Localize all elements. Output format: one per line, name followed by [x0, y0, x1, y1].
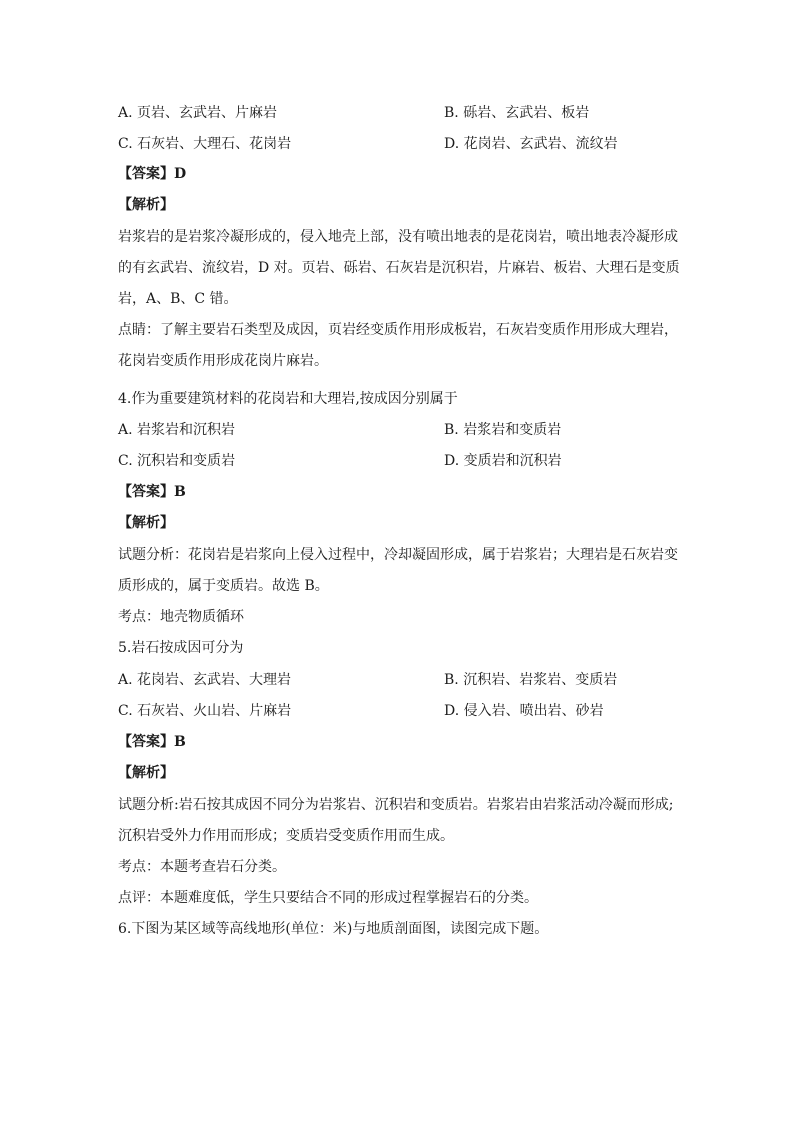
- q4-option-d: D. 变质岩和沉积岩: [444, 453, 562, 469]
- q3-option-b: B. 砾岩、玄武岩、板岩: [444, 105, 590, 121]
- q3-analysis-text: [118, 227, 678, 320]
- q3-option-c: C. 石灰岩、大理石、花岗岩: [118, 136, 292, 152]
- q3-note: [118, 320, 678, 382]
- q4-analysis-text: [118, 545, 678, 607]
- q4-option-c: C. 沉积岩和变质岩: [118, 453, 236, 469]
- q4-analysis-line: 质形成的，属于变质岩。故选 B。: [118, 578, 329, 594]
- q5-option-d: D. 侵入岩、喷出岩、砂岩: [444, 703, 604, 719]
- q4-analysis-label: 【解析】: [118, 515, 174, 531]
- q4-stem: 4.作为重要建筑材料的花岗岩和大理岩,按成因分别属于: [118, 391, 458, 407]
- q3-analysis-label: 【解析】: [118, 197, 174, 213]
- q5-comment: 点评：本题难度低，学生只要结合不同的形成过程掌握岩石的分类。: [118, 890, 538, 906]
- q5-analysis-label: 【解析】: [118, 765, 174, 781]
- q4-analysis-line: 试题分析：花岗岩是岩浆向上侵入过程中，冷却凝固形成，属于岩浆岩；大理岩是石灰岩变: [118, 547, 678, 563]
- q5-option-a: A. 花岗岩、玄武岩、大理岩: [118, 672, 292, 688]
- q4-option-a: A. 岩浆岩和沉积岩: [118, 422, 236, 438]
- q3-analysis-line: 岩浆岩的是岩浆冷凝形成的，侵入地壳上部，没有喷出地表的是花岗岩，喷出地表冷凝形成: [118, 229, 678, 245]
- q5-option-b: B. 沉积岩、岩浆岩、变质岩: [444, 672, 618, 688]
- q3-note-line: 点睛：了解主要岩石类型及成因，页岩经变质作用形成板岩，石灰岩变质作用形成大理岩，: [118, 322, 678, 338]
- q3-option-d: D. 花岗岩、玄武岩、流纹岩: [444, 136, 618, 152]
- q5-analysis-line: 沉积岩受外力作用而形成；变质岩受变质作用而生成。: [118, 828, 454, 844]
- q5-kaodian: 考点：本题考查岩石分类。: [118, 859, 286, 875]
- q5-analysis-line: 试题分析:岩石按其成因不同分为岩浆岩、沉积岩和变质岩。岩浆岩由岩浆活动冷凝而形成;: [118, 797, 674, 813]
- q3-analysis-line: 岩，A、B、C 错。: [118, 291, 238, 307]
- q5-analysis-text: [118, 795, 678, 857]
- q3-analysis-line: 的有玄武岩、流纹岩，D 对。页岩、砾岩、石灰岩是沉积岩，片麻岩、板岩、大理石是变质: [118, 260, 680, 276]
- q3-option-a: A. 页岩、玄武岩、片麻岩: [118, 105, 278, 121]
- q3-answer: 【答案】D: [118, 166, 187, 182]
- q5-answer: 【答案】B: [118, 734, 186, 750]
- q4-answer: 【答案】B: [118, 484, 186, 500]
- q5-stem: 5.岩石按成因可分为: [118, 640, 244, 656]
- q5-option-c: C. 石灰岩、火山岩、片麻岩: [118, 703, 292, 719]
- q3-note-line: 花岗岩变质作用形成花岗片麻岩。: [118, 353, 328, 369]
- q4-option-b: B. 岩浆岩和变质岩: [444, 422, 562, 438]
- q6-stem: 6.下图为某区域等高线地形(单位：米)与地质剖面图，读图完成下题。: [118, 921, 549, 937]
- q4-kaodian: 考点：地壳物质循环: [118, 609, 244, 625]
